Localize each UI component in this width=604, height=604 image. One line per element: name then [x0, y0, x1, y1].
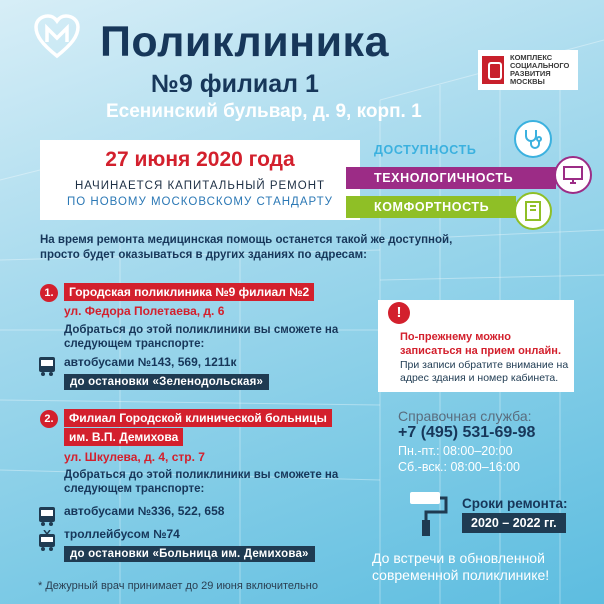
weekend-hours: Сб.-вск.: 08:00–16:00 [398, 460, 520, 474]
partner-logo [478, 50, 578, 90]
online-booking-text: По-прежнему можно записаться на прием онлайн. [400, 331, 561, 357]
weekday-hours: Пн.-пт.: 08:00–20:00 [398, 444, 513, 458]
paint-roller-icon [406, 488, 454, 540]
announcement-line1: НАЧИНАЕТСЯ КАПИТАЛЬНЫЙ РЕМОНТ [74, 180, 326, 192]
location1-street: ул. Федора Полетаева, д. 6 [64, 304, 225, 318]
quality-badge-comfort: КОМФОРТНОСТЬ [346, 196, 516, 218]
location2-name-line1: Филиал Городской клинической больницы [64, 409, 332, 427]
location1-buses: автобусами №143, 569, 1211к [64, 355, 237, 369]
location2-transport-intro: Добраться до этой поликлиники вы сможете на следующем транспорте: [64, 469, 339, 496]
closing-line2: современной поликлинике! [372, 567, 550, 583]
location1-stop: до остановки «Зеленодольская» [64, 374, 269, 390]
location2-street: ул. Шкулева, д. 4, стр. 7 [64, 450, 205, 464]
clinic-heart-logo-icon [34, 14, 80, 60]
partner-logo-text: КОМПЛЕКС СОЦИАЛЬНОГО РАЗВИТИЯ МОСКВЫ [510, 53, 570, 86]
location2-buses: автобусами №336, 522, 658 [64, 504, 225, 518]
footnote: * Дежурный врач принимает до 29 июня включительно [38, 580, 318, 592]
trolleybus-icon [36, 530, 58, 552]
announcement-box [40, 140, 360, 220]
help-desk-phone: +7 (495) 531-69-98 [398, 424, 536, 441]
location1-number: 1. [40, 284, 58, 302]
booking-hint-text: При записи обратите внимание на адрес здания и номер кабинета. [400, 359, 569, 385]
clinic-address: Есенинский бульвар, д. 9, корп. 1 [106, 101, 422, 122]
moscow-emblem-icon [482, 56, 504, 84]
repair-terms-title: Сроки ремонта: [462, 496, 568, 511]
exclamation-icon: ! [388, 302, 410, 324]
stethoscope-icon [514, 120, 552, 158]
repair-terms-value: 2020 – 2022 гг. [462, 513, 566, 533]
announcement-line2: ПО НОВОМУ МОСКОВСКОМУ СТАНДАРТУ [67, 196, 333, 208]
start-date: 27 июня 2020 года [105, 148, 295, 171]
closing-line1: До встречи в обновленной [372, 550, 545, 566]
quality-badge-accessibility: ДОСТУПНОСТЬ [374, 143, 477, 157]
location1-transport-intro: Добраться до этой поликлиники вы сможете на следующем транспорте: [64, 324, 339, 351]
computer-icon [554, 156, 592, 194]
door-icon [514, 192, 552, 230]
location2-number: 2. [40, 410, 58, 428]
intro-text: На время ремонта медицинская помощь останется такой же доступной, просто будет оказываться в других зданиях по адресам: [40, 234, 453, 261]
location2-name-line2: им. В.П. Демихова [64, 428, 183, 446]
branch-subtitle: №9 филиал 1 [151, 70, 319, 98]
quality-badge-technology: ТЕХНОЛОГИЧНОСТЬ [346, 167, 556, 189]
bus-icon [36, 505, 58, 527]
bus-icon [36, 355, 58, 377]
help-desk-title: Справочная служба: [398, 408, 532, 424]
location2-trolleybus: троллейбусом №74 [64, 527, 180, 541]
location1-name: Городская поликлиника №9 филиал №2 [64, 283, 314, 301]
page-title: Поликлиника [100, 18, 389, 66]
location2-stop: до остановки «Больница им. Демихова» [64, 546, 315, 562]
